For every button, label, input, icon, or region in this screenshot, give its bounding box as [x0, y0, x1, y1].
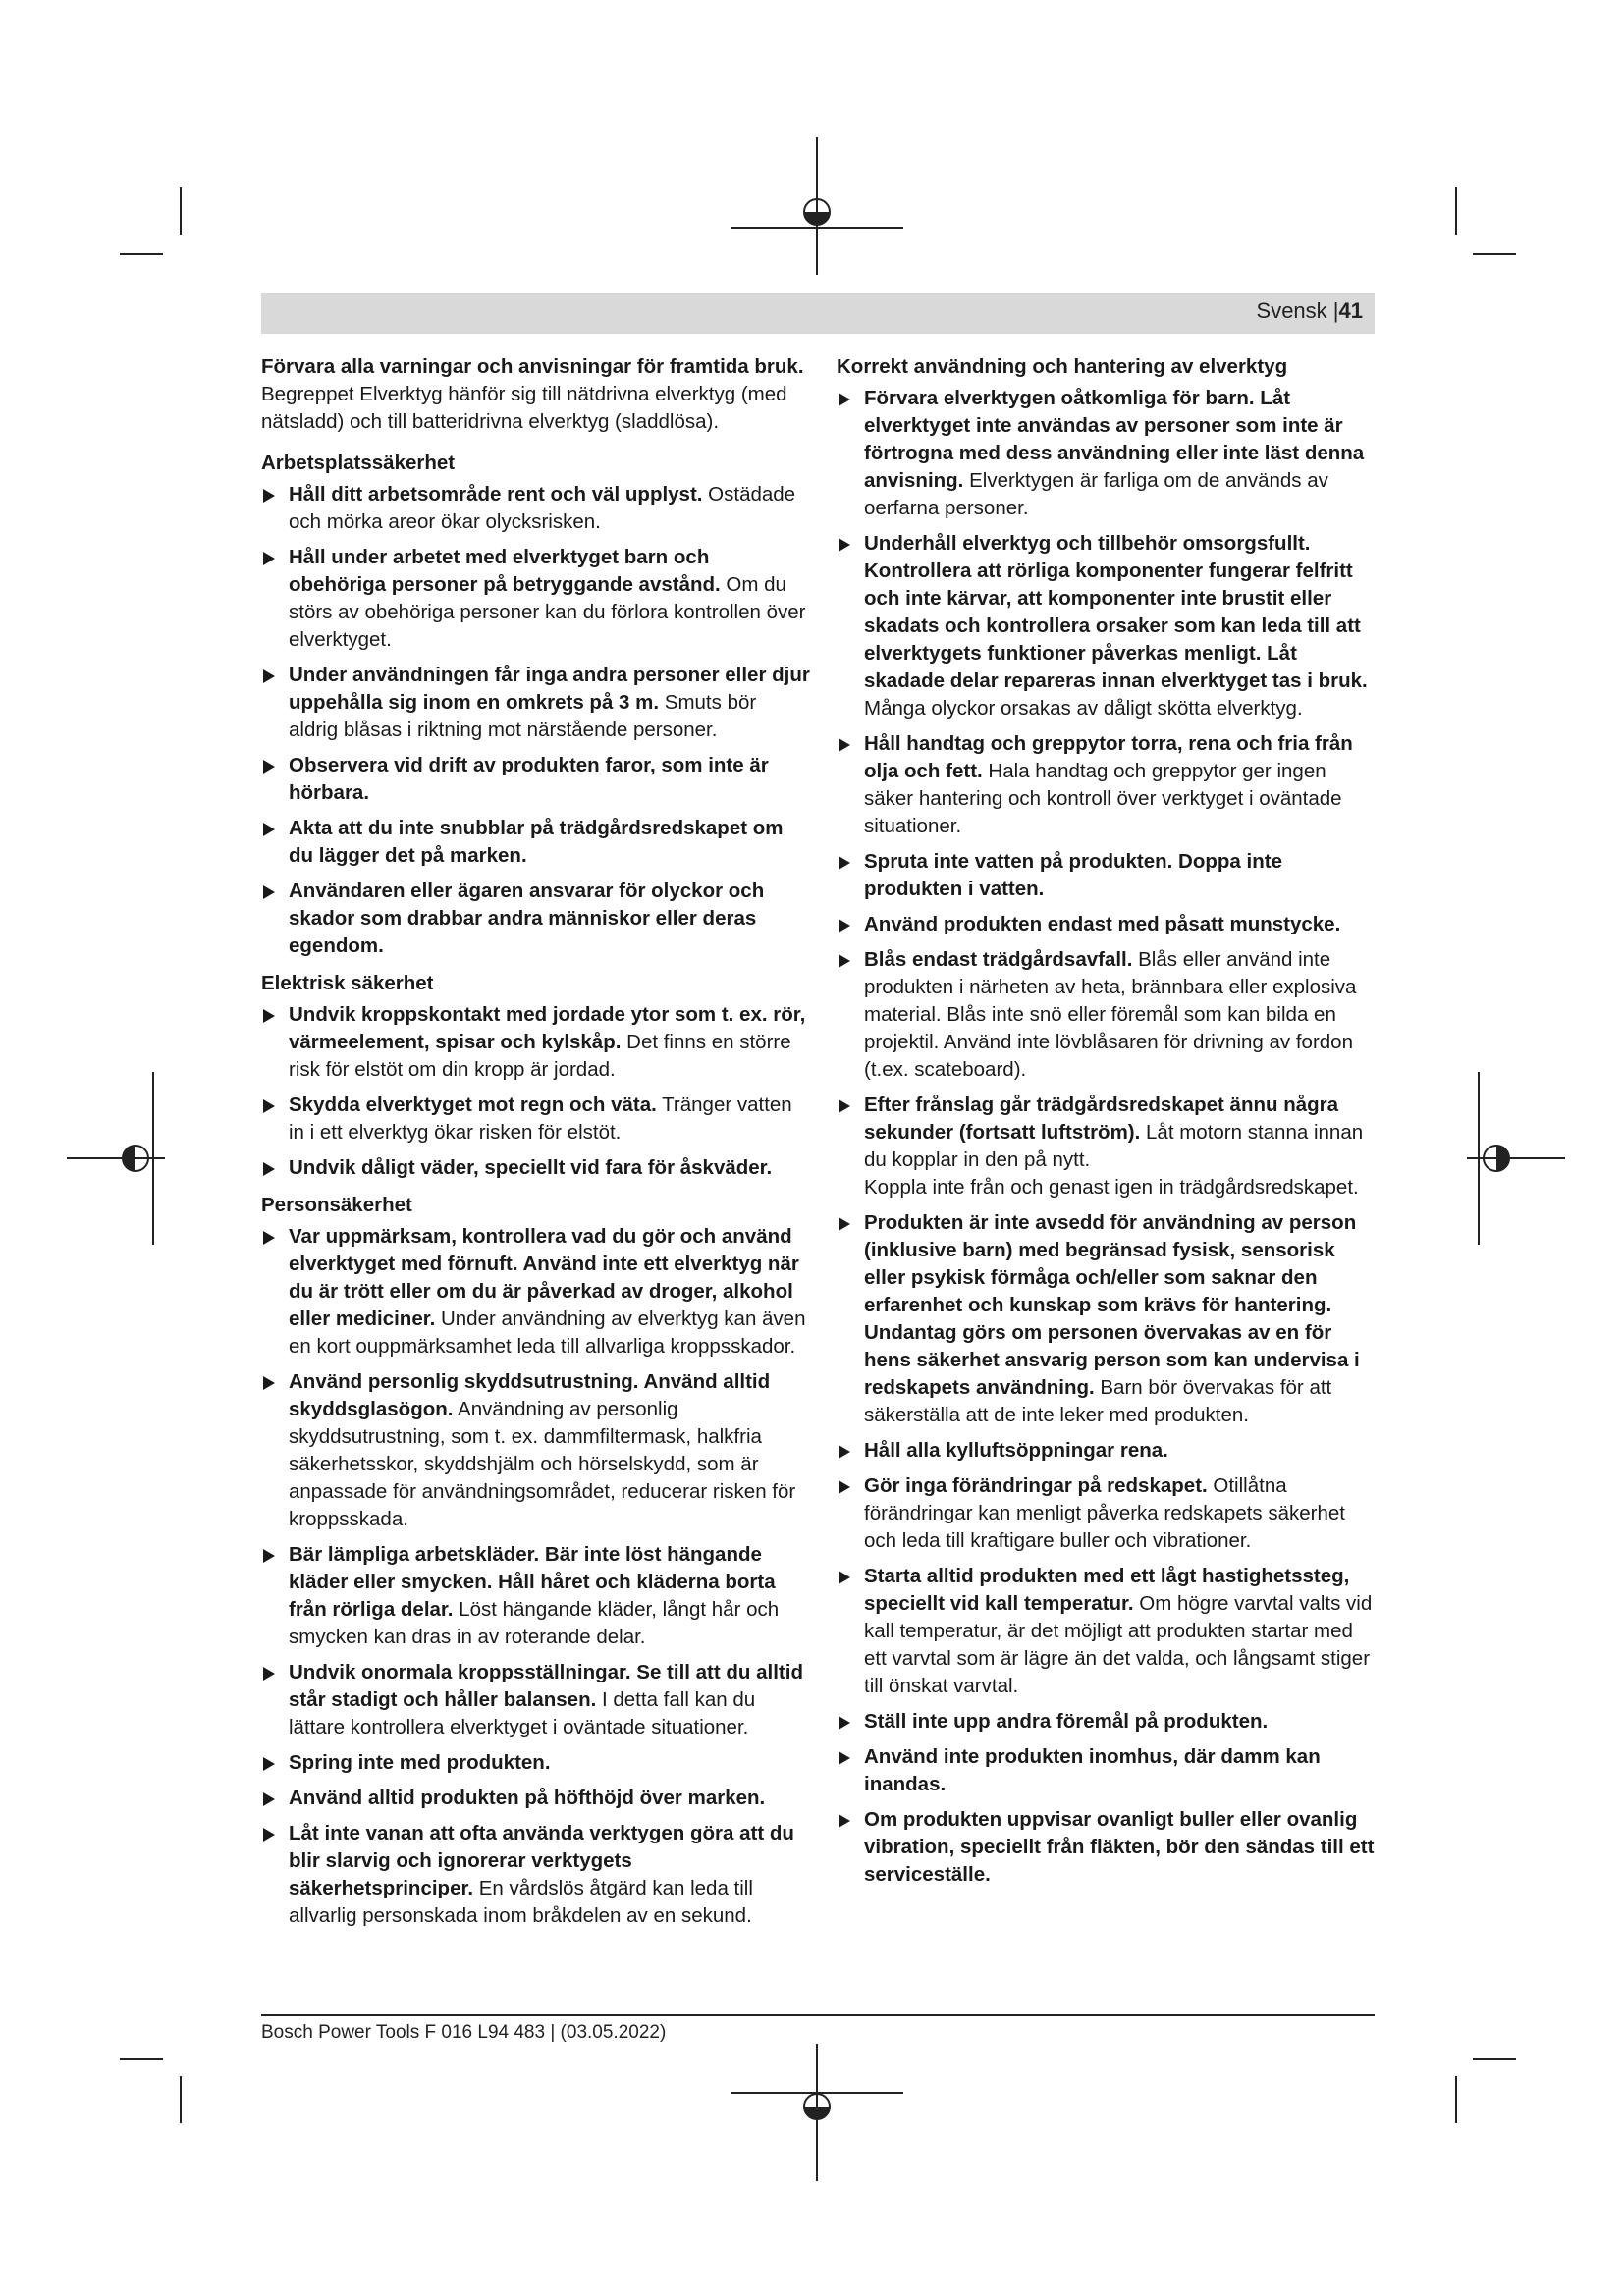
- item-text: Låt motorn stanna innan du kopplar in den på nytt.: [864, 1121, 1364, 1171]
- bullet-icon: [839, 1814, 850, 1828]
- crop-mark: [120, 253, 163, 255]
- item-text: Blås eller använd inte produkten i närheten av heta, brännbara eller explosiva material. Blås inte snö eller föremål som kan bilda en projektil. Använd inte lövblåsaren för drivning av fordon (t.ex. scateboard).: [864, 948, 1357, 1081]
- list-item: [261, 1001, 811, 1084]
- item-extra-text: Koppla inte från och genast igen in trädgårdsredskapet.: [864, 1176, 1359, 1199]
- list-item: [261, 878, 811, 960]
- item-bold: Om produkten uppvisar ovanligt buller eller ovanlig vibration, speciellt från fläkten, bör den sändas till ett serviceställe.: [864, 1808, 1375, 1886]
- item-bold: Skydda elverktyget mot regn och väta.: [289, 1094, 657, 1116]
- item-text: Hala handtag och greppytor ger ingen säker hantering och kontroll över verktyget i oväntade situationer.: [864, 760, 1342, 837]
- bullet-icon: [263, 823, 275, 836]
- item-bold: Förvara elverktygen oåtkomliga för barn. Låt elverktyget inte användas av personer som inte är förtrogna med dess användning eller inte läst denna anvisning.: [864, 387, 1365, 492]
- item-text: Om högre varvtal valts vid kall temperatur, är det möjligt att produkten startar med ett varvtal som är lägre än det valda, och långsamt stiger till önskat varvtal.: [864, 1592, 1373, 1697]
- item-bold: Spring inte med produkten.: [289, 1751, 551, 1774]
- list-item: [837, 1806, 1379, 1889]
- bullet-icon: [263, 552, 275, 565]
- section-heading: Arbetsplatssäkerhet: [261, 452, 456, 474]
- item-text: Otillåtna förändringar kan menligt påverka redskapets säkerhet och leda till kraftigare buller och vibrationer.: [864, 1474, 1345, 1552]
- crop-mark: [120, 2058, 163, 2060]
- item-bold: Spruta inte vatten på produkten. Doppa inte produkten i vatten.: [864, 850, 1282, 900]
- list-item: [261, 1749, 811, 1777]
- list-item: [261, 544, 811, 654]
- crop-mark: [1455, 187, 1457, 235]
- bullet-icon: [839, 856, 850, 870]
- list-item: [261, 1368, 811, 1533]
- item-bold: Använd alltid produkten på höfthöjd över marken.: [289, 1787, 766, 1809]
- bullet-list: [837, 385, 1379, 1889]
- bullet-icon: [263, 1667, 275, 1681]
- item-bold: Underhåll elverktyg och tillbehör omsorgsfullt. Kontrollera att rörliga komponenter fungerar felfritt och inte kärvar, att komponenter inte brustit eller skadats och kontrollera orsaker som kan leda till att elverktygets funktioner påverkas menligt. Låt skadade delar repareras innan elverktyget tas i bruk.: [864, 532, 1368, 692]
- right-column: [837, 353, 1379, 1898]
- bullet-icon: [263, 1549, 275, 1563]
- bullet-icon: [263, 1162, 275, 1176]
- item-text: Elverktygen är farliga om de används av oerfarna personer.: [864, 469, 1328, 519]
- list-item: [261, 815, 811, 870]
- item-text: Löst hängande kläder, långt hår och smycken kan dras in av roterande delar.: [289, 1598, 780, 1648]
- bullet-icon: [263, 1757, 275, 1771]
- item-bold: Observera vid drift av produkten faror, som inte är hörbara.: [289, 754, 769, 804]
- item-bold: Blås endast trädgårdsavfall.: [864, 948, 1133, 971]
- list-item: [837, 1472, 1379, 1555]
- item-bold: Bär lämpliga arbetskläder. Bär inte löst hängande kläder eller smycken. Håll håret och kläderna borta från rörliga delar.: [289, 1543, 776, 1621]
- list-item: [837, 1209, 1379, 1429]
- list-item: [837, 1708, 1379, 1735]
- list-item: [837, 946, 1379, 1084]
- crop-mark: [180, 187, 182, 235]
- list-item: [837, 385, 1379, 522]
- bullet-icon: [263, 760, 275, 774]
- list-item: [261, 1154, 811, 1182]
- item-bold: Låt inte vanan att ofta använda verktygen göra att du blir slarvig och ignorerar verktygets säkerhetsprinciper.: [289, 1822, 794, 1899]
- bullet-icon: [263, 885, 275, 899]
- list-item: [261, 752, 811, 807]
- intro-title: Förvara alla varningar och anvisningar för framtida bruk.: [261, 355, 804, 378]
- list-item: [261, 1820, 811, 1930]
- intro-text: Begreppet Elverktyg hänför sig till nätdrivna elverktyg (med nätsladd) och till batteridrivna elverktyg (sladdlösa).: [261, 383, 787, 433]
- bullet-list: [261, 1001, 811, 1182]
- crop-mark: [1473, 253, 1516, 255]
- item-text: Barn bör övervakas för att säkerställa att de inte leker med produkten.: [864, 1376, 1332, 1426]
- item-bold: Gör inga förändringar på redskapet.: [864, 1474, 1208, 1497]
- bullet-list: [261, 1223, 811, 1930]
- item-bold: Håll under arbetet med elverktyget barn och obehöriga personer på betryggande avstånd.: [289, 546, 721, 596]
- bullet-icon: [263, 1792, 275, 1806]
- item-text: Tränger vatten in i ett elverktyg ökar risken för elstöt.: [289, 1094, 792, 1144]
- registration-mark-icon: [67, 1072, 165, 1245]
- list-item: [837, 1743, 1379, 1798]
- section-heading: Elektrisk säkerhet: [261, 972, 434, 994]
- list-item: [261, 1541, 811, 1651]
- item-bold: Använd produkten endast med påsatt munstycke.: [864, 913, 1341, 935]
- bullet-icon: [839, 393, 850, 406]
- item-bold: Ställ inte upp andra föremål på produkten.: [864, 1710, 1269, 1733]
- page-number: 41: [1338, 298, 1363, 323]
- bullet-icon: [263, 1099, 275, 1113]
- list-item: [261, 662, 811, 744]
- item-bold: Håll alla kylluftsöppningar rena.: [864, 1439, 1168, 1462]
- item-bold: Användaren eller ägaren ansvarar för olyckor och skador som drabbar andra människor eller deras egendom.: [289, 880, 765, 957]
- item-text: Smuts bör aldrig blåsas i riktning mot närstående personer.: [289, 691, 757, 741]
- bullet-icon: [263, 1009, 275, 1023]
- item-bold: Var uppmärksam, kontrollera vad du gör och använd elverktyget med förnuft. Använd inte ett elverktyg när du är trött eller om du är påverkad av droger, alkohol eller mediciner.: [289, 1225, 799, 1330]
- list-item: [837, 730, 1379, 840]
- bullet-icon: [263, 669, 275, 683]
- item-bold: Produkten är inte avsedd för användning av person (inklusive barn) med begränsad fysisk, sensorisk eller psykisk förmåga och/eller som saknar den erfarenhet och kunskap som krävs för hantering. Undantag görs om personen övervakas av en för hens säkerhet ansvarig person som kan undervisa i redskapets användning.: [864, 1211, 1360, 1399]
- list-item: [837, 1092, 1379, 1201]
- item-bold: Håll handtag och greppytor torra, rena och fria från olja och fett.: [864, 732, 1353, 782]
- list-item: [837, 530, 1379, 722]
- list-item: [837, 1563, 1379, 1700]
- list-item: [837, 848, 1379, 903]
- item-bold: Använd inte produkten inomhus, där damm kan inandas.: [864, 1745, 1321, 1795]
- header-band: [261, 293, 1375, 334]
- section-heading: Personsäkerhet: [261, 1194, 412, 1216]
- item-bold: Under användningen får inga andra personer eller djur uppehålla sig inom en omkrets på 3 m.: [289, 664, 810, 714]
- bullet-icon: [263, 1231, 275, 1245]
- header-separator: |: [1332, 298, 1339, 323]
- bullet-icon: [839, 1751, 850, 1765]
- item-bold: Undvik kroppskontakt med jordade ytor som t. ex. rör, värmeelement, spisar och kylskåp.: [289, 1003, 806, 1053]
- item-bold: Undvik dåligt väder, speciellt vid fara för åskväder.: [289, 1156, 773, 1179]
- footer-rule: [261, 2014, 1375, 2016]
- bullet-icon: [839, 538, 850, 552]
- list-item: [261, 1092, 811, 1147]
- item-text: Det finns en större risk för elstöt om din kropp är jordad.: [289, 1031, 791, 1081]
- item-bold: Använd personlig skyddsutrustning. Använd alltid skyddsglasögon.: [289, 1370, 771, 1420]
- item-bold: Håll ditt arbetsområde rent och väl upplyst.: [289, 483, 703, 506]
- list-item: [261, 1785, 811, 1812]
- page-header: [1257, 298, 1363, 324]
- item-text: Många olyckor orsakas av dåligt skötta elverktyg.: [864, 697, 1303, 720]
- section-heading: Korrekt användning och hantering av elverktyg: [837, 355, 1288, 378]
- registration-mark-icon: [1467, 1072, 1565, 1245]
- left-column: [261, 353, 811, 1940]
- crop-mark: [1455, 2076, 1457, 2123]
- registration-mark-icon: [731, 137, 903, 275]
- bullet-icon: [839, 1716, 850, 1730]
- bullet-icon: [839, 1217, 850, 1231]
- crop-mark: [1473, 2058, 1516, 2060]
- list-item: [261, 481, 811, 536]
- item-bold: Starta alltid produkten med ett lågt hastighetssteg, speciellt vid kall temperatur.: [864, 1565, 1350, 1615]
- crop-mark: [180, 2076, 182, 2123]
- bullet-icon: [839, 1480, 850, 1494]
- bullet-icon: [839, 919, 850, 933]
- list-item: [837, 1437, 1379, 1465]
- list-item: [261, 1659, 811, 1741]
- item-text: Användning av personlig skyddsutrustning, som t. ex. dammfiltermask, halkfria säkerhetsskor, skyddshjälm och hörselskydd, som är anpassade för användningsområdet, reducerar risken för kroppsskada.: [289, 1398, 796, 1530]
- bullet-icon: [839, 738, 850, 752]
- bullet-list: [261, 481, 811, 960]
- item-text: I detta fall kan du lättare kontrollera elverktyget i oväntade situationer.: [289, 1688, 756, 1738]
- item-text: Ostädade och mörka areor ökar olycksrisken.: [289, 483, 796, 533]
- item-bold: Akta att du inte snubblar på trädgårdsredskapet om du lägger det på marken.: [289, 817, 784, 867]
- bullet-icon: [263, 489, 275, 503]
- bullet-icon: [839, 954, 850, 968]
- bullet-icon: [839, 1445, 850, 1459]
- bullet-icon: [263, 1828, 275, 1842]
- item-text: En vårdslös åtgärd kan leda till allvarlig personskada inom bråkdelen av en sekund.: [289, 1877, 753, 1927]
- footer-text: Bosch Power Tools F 016 L94 483 | (03.05.2022): [261, 2022, 667, 2043]
- item-text: Om du störs av obehöriga personer kan du förlora kontrollen över elverktyget.: [289, 573, 806, 651]
- item-text: Under användning av elverktyg kan även en kort ouppmärksamhet leda till allvarliga kroppsskador.: [289, 1308, 806, 1358]
- list-item: [837, 911, 1379, 938]
- bullet-icon: [839, 1099, 850, 1113]
- registration-mark-icon: [731, 2044, 903, 2181]
- bullet-icon: [263, 1376, 275, 1390]
- item-bold: Efter frånslag går trädgårdsredskapet ännu några sekunder (fortsatt luftström).: [864, 1094, 1339, 1144]
- bullet-icon: [839, 1571, 850, 1584]
- item-bold: Undvik onormala kroppsställningar. Se till att du alltid står stadigt och håller balansen.: [289, 1661, 803, 1711]
- language-label: Svensk: [1256, 298, 1327, 323]
- list-item: [261, 1223, 811, 1361]
